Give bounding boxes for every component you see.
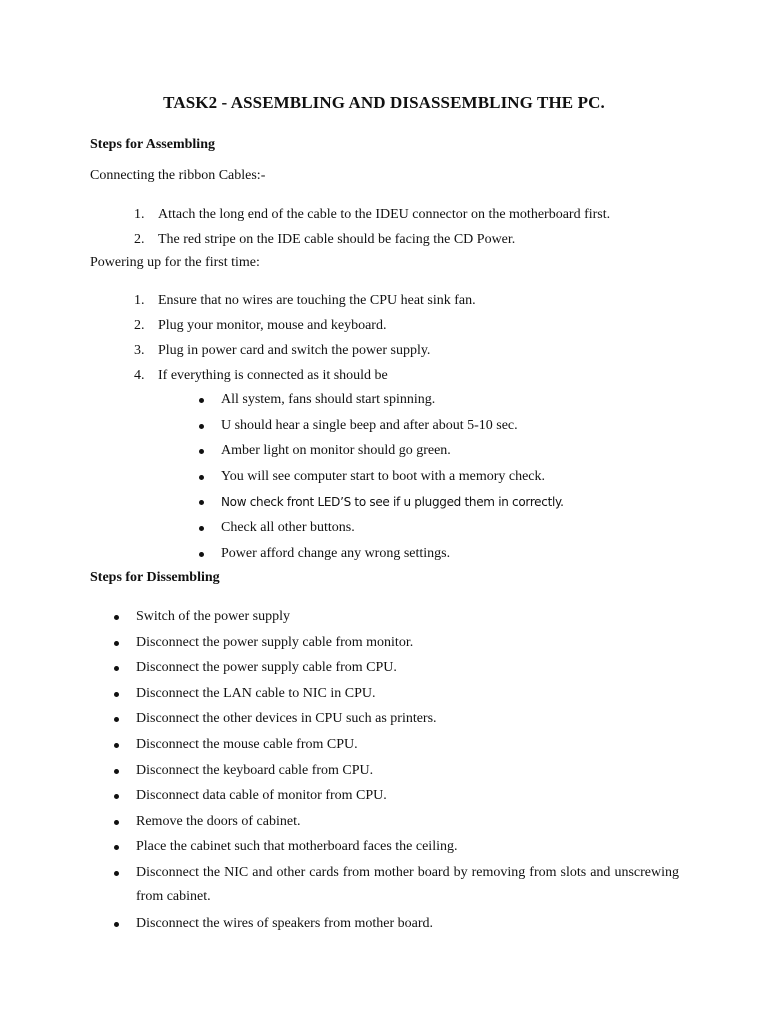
list-item bbox=[0, 442, 768, 468]
list-number: 4. bbox=[134, 368, 145, 383]
list-item-text: Power afford change any wrong settings. bbox=[221, 545, 451, 561]
bullet-icon bbox=[199, 500, 204, 505]
bullet-icon bbox=[114, 666, 119, 671]
bullet-icon bbox=[114, 769, 119, 774]
list-number: 3. bbox=[134, 343, 145, 358]
list-item bbox=[0, 231, 768, 256]
disassembling-steps-list bbox=[0, 608, 768, 941]
bullet-icon bbox=[114, 743, 119, 748]
list-item bbox=[0, 292, 768, 317]
ribbon-cables-intro: Connecting the ribbon Cables:- bbox=[90, 168, 266, 183]
list-item bbox=[0, 342, 768, 367]
bullet-icon bbox=[199, 526, 204, 531]
list-item-text: Disconnect the keyboard cable from CPU. bbox=[136, 762, 374, 778]
list-item bbox=[0, 915, 768, 941]
list-item bbox=[0, 608, 768, 634]
list-item bbox=[0, 417, 768, 443]
bullet-icon bbox=[114, 871, 119, 876]
bullet-icon bbox=[114, 717, 119, 722]
page-title: TASK2 - ASSEMBLING AND DISASSEMBLING THE PC. bbox=[163, 93, 605, 112]
list-item bbox=[0, 493, 768, 519]
list-item-text: Switch of the power supply bbox=[136, 609, 290, 624]
bullet-icon bbox=[199, 449, 204, 454]
list-item-text: Disconnect the NIC and other cards from mother board by removing from slots and unscrewing from cabinet. bbox=[136, 864, 679, 905]
list-item-text: Disconnect the power supply cable from monitor. bbox=[136, 634, 414, 650]
list-item-text: Attach the long end of the cable to the IDEU connector on the motherboard first. bbox=[158, 207, 611, 222]
list-item-text: Disconnect the other devices in CPU such as printers. bbox=[136, 711, 437, 727]
bullet-icon bbox=[114, 845, 119, 850]
bullet-icon bbox=[114, 692, 119, 697]
bullet-icon bbox=[114, 794, 119, 799]
list-number: 2. bbox=[134, 232, 145, 247]
list-number: 2. bbox=[134, 318, 145, 333]
list-item bbox=[0, 634, 768, 660]
bullet-icon bbox=[114, 820, 119, 825]
list-item bbox=[0, 317, 768, 342]
bullet-icon bbox=[114, 615, 119, 620]
power-steps-list bbox=[0, 292, 768, 392]
list-item bbox=[0, 206, 768, 231]
list-item bbox=[0, 762, 768, 788]
list-item bbox=[0, 813, 768, 839]
list-item-text: The red stripe on the IDE cable should be facing the CD Power. bbox=[158, 232, 516, 247]
list-item bbox=[0, 519, 768, 545]
list-item-text: Check all other buttons. bbox=[221, 519, 355, 535]
list-number: 1. bbox=[134, 207, 145, 222]
list-item-text: If everything is connected as it should be bbox=[158, 368, 388, 383]
list-item bbox=[0, 391, 768, 417]
list-item bbox=[0, 545, 768, 571]
list-item-text: All system, fans should start spinning. bbox=[221, 392, 436, 407]
list-item-text: U should hear a single beep and after about 5-10 sec. bbox=[221, 417, 518, 433]
list-item-text: Plug in power card and switch the power supply. bbox=[158, 343, 431, 358]
list-item-text: Amber light on monitor should go green. bbox=[221, 443, 451, 459]
list-item bbox=[0, 787, 768, 813]
list-item-text: Disconnect the power supply cable from CPU. bbox=[136, 660, 397, 676]
list-item bbox=[0, 864, 768, 915]
bullet-icon bbox=[114, 922, 119, 927]
disassembling-heading: Steps for Dissembling bbox=[90, 570, 220, 585]
list-item bbox=[0, 736, 768, 762]
list-item-text: Disconnect the wires of speakers from mother board. bbox=[136, 915, 434, 931]
list-item-text: Ensure that no wires are touching the CPU heat sink fan. bbox=[158, 293, 476, 308]
assembling-heading: Steps for Assembling bbox=[90, 137, 215, 152]
list-item bbox=[0, 685, 768, 711]
bullet-icon bbox=[199, 398, 204, 403]
list-item-text: Remove the doors of cabinet. bbox=[136, 813, 301, 829]
list-item bbox=[0, 710, 768, 736]
bullet-icon bbox=[114, 641, 119, 646]
list-number: 1. bbox=[134, 293, 145, 308]
ribbon-steps-list bbox=[0, 206, 768, 256]
list-item-text: Disconnect the mouse cable from CPU. bbox=[136, 736, 358, 752]
list-item-text: You will see computer start to boot with a memory check. bbox=[221, 468, 546, 484]
list-item bbox=[0, 367, 768, 392]
powering-up-intro: Powering up for the first time: bbox=[90, 255, 260, 270]
list-item-text: Now check front LED’S to see if u plugged them in correctly. bbox=[221, 495, 564, 510]
list-item bbox=[0, 659, 768, 685]
bullet-icon bbox=[199, 552, 204, 557]
list-item-text: Place the cabinet such that motherboard faces the ceiling. bbox=[136, 839, 458, 855]
list-item-text: Plug your monitor, mouse and keyboard. bbox=[158, 318, 387, 333]
list-item bbox=[0, 468, 768, 494]
power-substeps-list bbox=[0, 391, 768, 570]
list-item-text: Disconnect data cable of monitor from CPU. bbox=[136, 788, 387, 804]
list-item-text: Disconnect the LAN cable to NIC in CPU. bbox=[136, 685, 376, 701]
bullet-icon bbox=[199, 475, 204, 480]
bullet-icon bbox=[199, 424, 204, 429]
